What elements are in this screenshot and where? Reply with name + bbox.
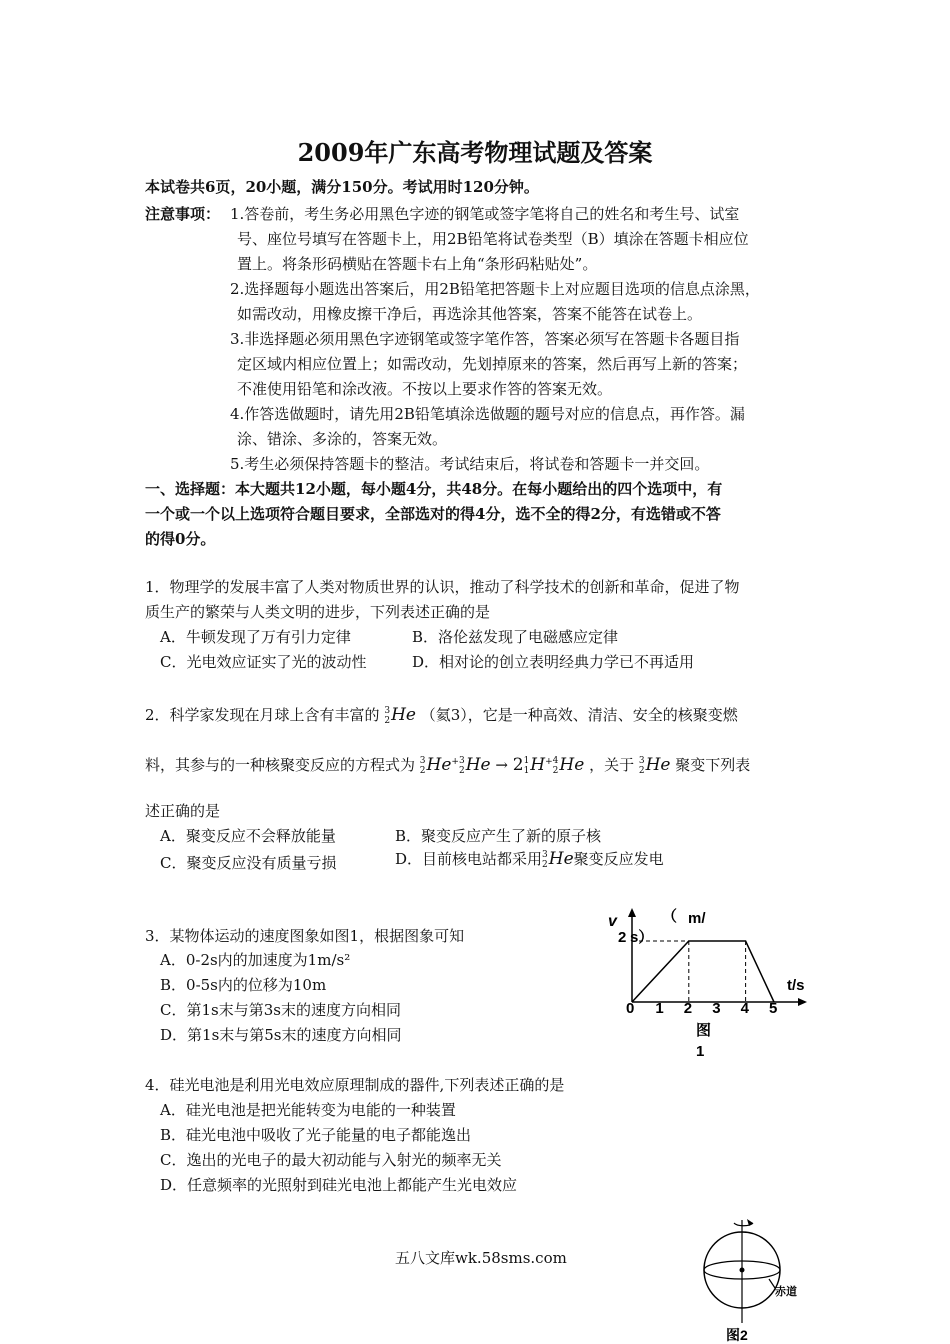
y-axis-label: v [608, 913, 617, 930]
helium3-formula: 3 2He [638, 755, 671, 776]
option-b: B．洛伦兹发现了电磁感应定律 [412, 628, 619, 646]
option-c: C．光电效应证实了光的波动性 [160, 653, 367, 671]
helium3-formula: 3 2He [384, 705, 416, 726]
footer-watermark: 五八文库wk.58sms.com [395, 1249, 567, 1267]
x-tick-label: 4 [740, 1000, 749, 1017]
stem-text: （氦3），它是一种高效、清洁、安全的核聚变燃 [420, 706, 738, 724]
velocity-time-chart [600, 905, 815, 1065]
notice-line: 如需改动，用橡皮擦干净后，再选涂其他答案，答案不能答在试卷上。 [237, 305, 703, 323]
section-heading: 一个或一个以上选项符合题目要求，全部选对的得4分，选不全的得2分，有选错或不答 [145, 505, 721, 523]
x-axis-arrow [798, 998, 807, 1006]
question-stem [145, 754, 750, 776]
x-tick-label: 1 [655, 1000, 664, 1017]
option-d: D．第1s末与第5s末的速度方向相同 [160, 1026, 402, 1044]
y-axis-label: （ [662, 908, 678, 925]
option-b: B．聚变反应产生了新的原子核 [395, 827, 602, 845]
option-b: B．硅光电池中吸收了光子能量的电子都能逸出 [160, 1126, 472, 1144]
y-tick-label: 2 [618, 929, 627, 946]
equator-label: 赤道 [775, 1286, 797, 1298]
figure-caption-2: 1 [696, 1043, 705, 1060]
option-d: D．目前核电站都采用3 2He聚变反应发电 [395, 849, 664, 870]
option-d: D．相对论的创立表明经典力学已不再适用 [412, 653, 695, 671]
notice-line: 置上。将条形码横贴在答题卡右上角“条形码粘贴处”。 [237, 255, 598, 273]
option-b: B．0-5s内的位移为10m [160, 976, 327, 994]
x-tick-label: 3 [712, 1000, 721, 1017]
exam-intro: 本试卷共6页，20小题，满分150分。考试用时120分钟。 [145, 178, 539, 196]
figure-caption-1: 图 [696, 1022, 712, 1039]
question-stem: 述正确的是 [145, 802, 221, 820]
notice-label: 注意事项： [145, 205, 221, 223]
option-c: C．逸出的光电子的最大初动能与入射光的频率无关 [160, 1151, 502, 1169]
notice-line: 1.答卷前，考生务必用黑色字迹的钢笔或签字笔将自己的姓名和考生号、试室 [230, 205, 740, 223]
notice-line: 涂、错涂、多涂的，答案无效。 [237, 430, 448, 448]
notice-line: 2.选择题每小题选出答案后，用2B铅笔把答题卡上对应题目选项的信息点涂黑， [230, 280, 760, 298]
question-stem: 质生产的繁荣与人类文明的进步，下列表述正确的是 [145, 603, 491, 621]
earth-center-dot [740, 1268, 745, 1273]
section-heading: 的得0分。 [145, 530, 216, 548]
notice-line: 3.非选择题必须用黑色字迹钢笔或签字笔作答，答案必须写在答题卡各题目指 [230, 330, 740, 348]
option-d: D．任意频率的光照射到硅光电池上都能产生光电效应 [160, 1176, 518, 1194]
question-stem: 3．某物体运动的速度图象如图1，根据图象可知 [145, 927, 465, 945]
section-heading: 一、选择题：本大题共12小题，每小题4分，共48分。在每小题给出的四个选项中，有 [145, 480, 723, 498]
x-tick-label: 2 [683, 1000, 693, 1017]
question-stem: 1．物理学的发展丰富了人类对物质世界的认识，推动了科学技术的创新和革命，促进了物 [145, 578, 740, 596]
notice-line: 5.考生必须保持答题卡的整洁。考试结束后，将试卷和答题卡一并交回。 [230, 455, 710, 473]
option-c: C．第1s末与第3s末的速度方向相同 [160, 1001, 401, 1019]
globe-figure [695, 1215, 825, 1344]
page-title: 2009年广东高考物理试题及答案 [297, 138, 653, 167]
notice-line: 4.作答选做题时，请先用2B铅笔填涂选做题的题号对应的信息点，再作答。漏 [230, 405, 745, 423]
option-c: C．聚变反应没有质量亏损 [160, 854, 337, 872]
figure-caption: 图2 [726, 1327, 748, 1343]
option-a: A．牛顿发现了万有引力定律 [160, 628, 351, 646]
stem-text: 聚变下列表 [675, 756, 751, 774]
y-axis-arrow [628, 908, 636, 917]
notice-line: 定区域内相应位置上；如需改动，先划掉原来的答案，然后再写上新的答案； [237, 355, 748, 373]
helium3-formula: 3 2He [542, 849, 574, 870]
notice-line: 号、座位号填写在答题卡上，用2B铅笔将试卷类型（B）填涂在答题卡相应位 [237, 230, 749, 248]
stem-text: 料，其参与的一种核聚变反应的方程式为 [145, 756, 416, 774]
y-axis-label: s） [630, 929, 654, 946]
notice-line: 不准使用铅笔和涂改液。不按以上要求作答的答案无效。 [237, 380, 613, 398]
stem-text: ，关于 [589, 756, 635, 774]
question-stem [145, 704, 738, 726]
question-stem: 4．硅光电池是利用光电效应原理制成的器件,下列表述正确的是 [145, 1076, 565, 1094]
fusion-equation: 3 2He+3 2He → 21 1H+4 2He [419, 755, 585, 776]
x-tick-label: 0 [626, 1000, 635, 1017]
x-axis-label: t/s [787, 977, 805, 994]
stem-text: 2．科学家发现在月球上含有丰富的 [145, 706, 380, 724]
y-axis-label: m/ [688, 910, 706, 927]
x-tick-label: 5 [769, 1000, 778, 1017]
velocity-series-line [632, 941, 774, 1002]
option-a: A．聚变反应不会释放能量 [160, 827, 336, 845]
option-a: A．硅光电池是把光能转变为电能的一种装置 [160, 1101, 456, 1119]
option-a: A．0-2s内的加速度为1m/s² [160, 951, 351, 969]
